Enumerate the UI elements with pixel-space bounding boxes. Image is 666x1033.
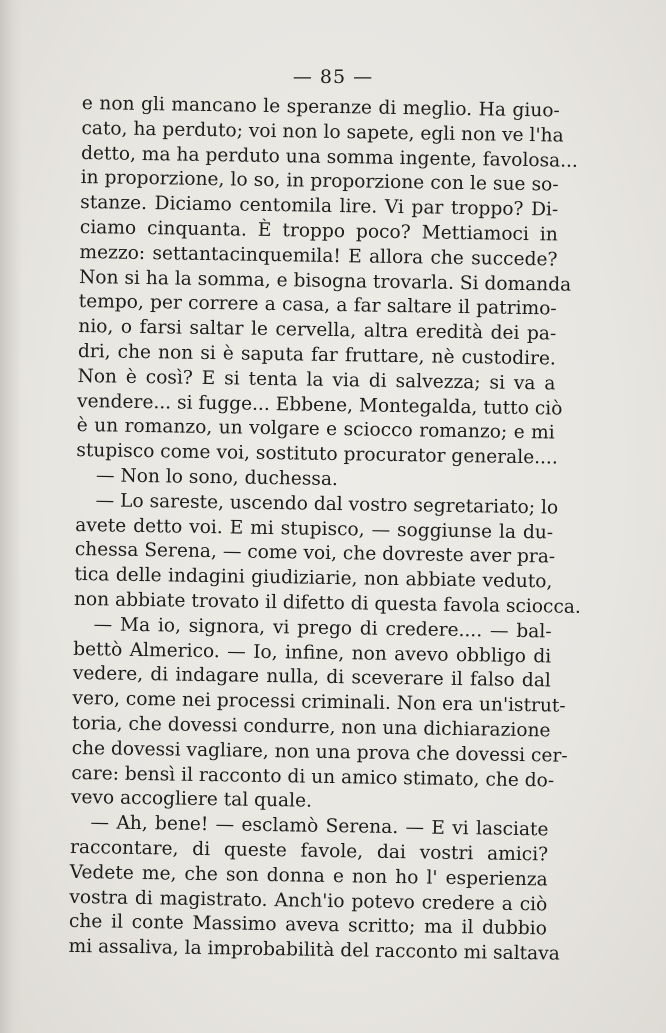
text-line: vedere, di indagare nulla, di sceverare il falso dal (72, 663, 551, 692)
text-line: tempo, per correre a casa, a far saltare il patrimo- (78, 291, 557, 320)
text-line: avete detto voi. E mi stupisco, — soggiunse la du- (75, 514, 554, 544)
text-line: e non gli mancano le speranze di meglio. Ha giuo- (81, 92, 560, 122)
text-line: cato, ha perduto; voi non lo sapete, egli non ve l'ha (81, 117, 564, 147)
text-line: in proporzione, lo so, in proporzione con le sue so- (80, 167, 559, 196)
text-line: vostra di magistrato. Anch'io potevo credere a ciò (69, 886, 548, 915)
text-line: care: bensì il racconto di un amico stimato, che do- (71, 762, 555, 792)
text-line: — Non lo sono, duchessa. (95, 465, 339, 491)
text-line: — Lo sareste, uscendo dal vostro segretariato; lo (95, 490, 559, 519)
page-binding-edge (0, 0, 22, 1033)
text-line: che il conte Massimo aveva scritto; ma il dubbio (68, 911, 548, 940)
page-number: — 85 — (292, 66, 374, 88)
text-line: vero, come nei processi criminali. Non era un'istrut- (72, 688, 566, 717)
text-line: raccontare, di queste favole, dai vostri amici? (69, 836, 549, 866)
text-line: mezzo: settantacinquemila! E allora che succede? (79, 241, 558, 271)
text-line: stupisco come voi, sostituto procurator generale.... (76, 440, 558, 469)
text-line: non abbiate trovato il difetto di questa favola sciocca. (73, 588, 581, 618)
text-line: nio, o farsi saltar le cervella, altra eredità dei pa- (78, 316, 557, 345)
text-line: Non è così? E si tenta la via di salvezza; si va a (77, 365, 556, 395)
text-line: tica delle indagini giudiziarie, non abbiate veduto, (74, 564, 553, 593)
text-line: che dovessi vagliare, non una prova che dovessi cer- (71, 737, 568, 767)
text-line: mi assaliva, la improbabilità del racconto mi saltava (68, 935, 560, 965)
text-line: bettò Almerico. — Io, infine, non avevo obbligo di (73, 638, 552, 667)
text-line: — Ah, bene! — esclamò Serena. — E vi lasciate (90, 812, 549, 841)
body-text (68, 92, 581, 967)
text-line: ciamo cinquanta. È troppo poco? Mettiamoci in (79, 216, 558, 246)
text-line: è un romanzo, un volgare e sciocco romanzo; e mi (76, 415, 555, 444)
text-line: detto, ma ha perduto una somma ingente, favolosa... (80, 142, 579, 172)
text-line: vevo accogliere tal quale. (70, 787, 313, 813)
text-line: stanze. Diciamo centomila lire. Vi par troppo? Di- (80, 192, 559, 221)
text-line: vendere... si fugge... Ebbene, Montegalda, tutto ciò (76, 390, 563, 420)
text-line: Non si ha la somma, e bisogna trovarla. Si domanda (78, 266, 572, 296)
text-line: toria, che dovessi condurre, non una dichiarazione (71, 712, 551, 742)
text-line: — Ma io, signora, vi prego di credere.... — bal- (93, 613, 552, 643)
text-line: chessa Serena, — come voi, che dovreste aver pra- (74, 539, 556, 568)
text-line: dri, che non si è saputa far fruttare, nè custodire. (77, 340, 557, 370)
text-line: Vedete me, che son donna e non ho l' esperienza (69, 861, 548, 891)
